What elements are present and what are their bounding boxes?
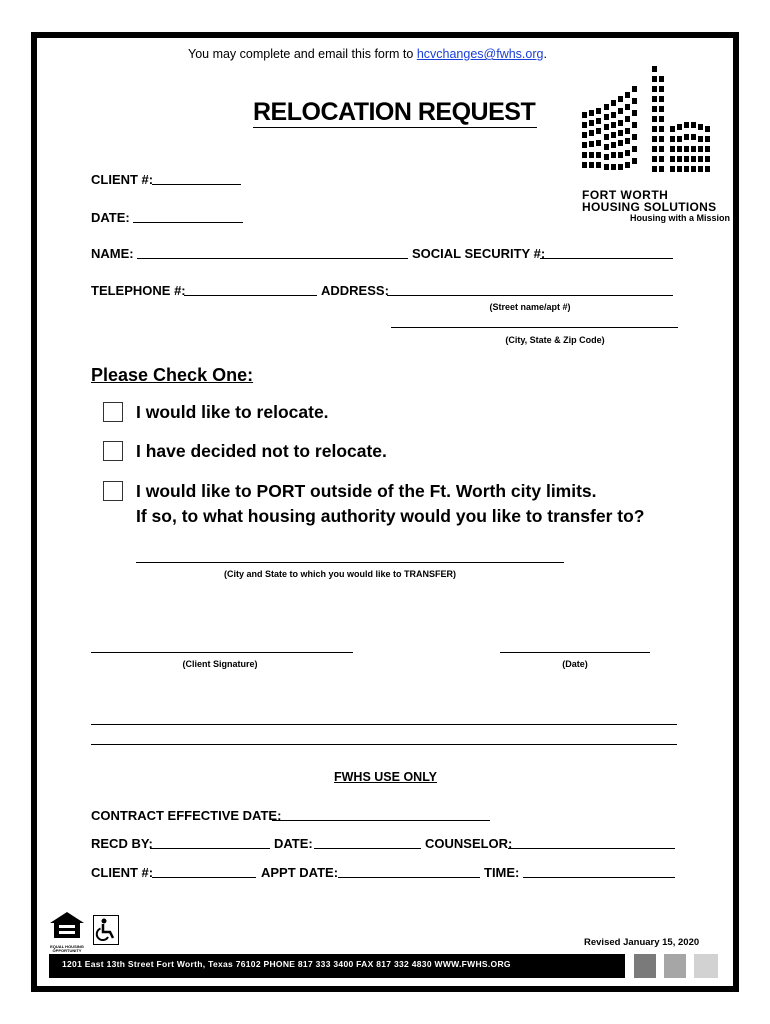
fwhs-logo	[580, 64, 731, 229]
relocate-checkbox[interactable]	[103, 402, 123, 422]
logo-tagline: Housing with a Mission	[630, 213, 731, 223]
footer-square-dark	[634, 954, 656, 978]
client-signature-caption: (Client Signature)	[182, 659, 258, 669]
divider-line-2	[91, 744, 677, 745]
not-relocate-checkbox[interactable]	[103, 441, 123, 461]
footer-square-light	[694, 954, 718, 978]
time-label: TIME:	[484, 865, 520, 880]
date-label: DATE:	[91, 210, 130, 225]
telephone-line[interactable]	[184, 295, 317, 296]
contract-date-line[interactable]	[272, 820, 490, 821]
city-caption: (City, State & Zip Code)	[505, 335, 605, 345]
contract-date-label: CONTRACT EFFECTIVE DATE:	[91, 808, 282, 823]
revised-date: Revised January 15, 2020	[584, 937, 700, 948]
transfer-caption: (City and State to which you would like to TRANSFER)	[223, 569, 456, 579]
check-heading: Please Check One:	[91, 365, 254, 385]
recd-by-label: RECD BY:	[91, 836, 153, 851]
office-date-label: DATE:	[274, 836, 313, 851]
divider-line-1	[91, 724, 677, 725]
logo-line1: FORT WORTH	[582, 188, 669, 202]
option-port: I would like to PORT outside of the Ft. Worth city limits.	[136, 481, 597, 501]
recd-by-line[interactable]	[150, 848, 270, 849]
name-label: NAME:	[91, 246, 134, 261]
signature-date-line[interactable]	[500, 652, 650, 653]
footer-contact: 1201 East 13th Street Fort Worth, Texas 76102 PHONE 817 333 3400 FAX 817 332 4830 WWW.FWHS.ORG	[62, 959, 511, 969]
transfer-line[interactable]	[136, 562, 564, 563]
office-client-line[interactable]	[152, 877, 256, 878]
office-date-line[interactable]	[314, 848, 421, 849]
option-port-question: If so, to what housing authority would you like to transfer to?	[136, 506, 645, 526]
signature-date-caption: (Date)	[562, 659, 588, 669]
port-checkbox[interactable]	[103, 481, 123, 501]
page-title: RELOCATION REQUEST	[253, 98, 536, 126]
title-underline	[253, 127, 537, 128]
ssn-label: SOCIAL SECURITY #:	[412, 246, 546, 261]
address-city-line[interactable]	[391, 327, 678, 328]
date-line[interactable]	[133, 222, 243, 223]
option-not-relocate: I have decided not to relocate.	[136, 441, 387, 461]
address-street-line[interactable]	[387, 295, 673, 296]
telephone-label: TELEPHONE #:	[91, 283, 186, 298]
logo-line2: HOUSING SOLUTIONS	[582, 200, 717, 214]
footer-square-mid	[664, 954, 686, 978]
client-number-label: CLIENT #:	[91, 172, 154, 187]
time-line[interactable]	[523, 877, 675, 878]
building-logo-icon	[580, 64, 720, 189]
accessibility-icon	[93, 915, 119, 945]
email-link[interactable]: hcvchanges@fwhs.org	[416, 47, 544, 61]
client-signature-line[interactable]	[91, 652, 353, 653]
office-client-label: CLIENT #:	[91, 865, 154, 880]
name-line[interactable]	[137, 258, 408, 259]
office-use-heading: FWHS USE ONLY	[334, 770, 438, 784]
equal-housing-icon: EQUAL HOUSING OPPORTUNITY	[48, 910, 86, 948]
street-caption: (Street name/apt #)	[489, 302, 571, 312]
appt-date-line[interactable]	[338, 877, 480, 878]
option-relocate: I would like to relocate.	[136, 402, 329, 422]
ssn-line[interactable]	[540, 258, 673, 259]
intro-text: You may complete and email this form to hcvchanges@fwhs.org.	[188, 47, 547, 61]
counselor-label: COUNSELOR:	[425, 836, 513, 851]
counselor-line[interactable]	[508, 848, 675, 849]
appt-date-label: APPT DATE:	[261, 865, 339, 880]
address-label: ADDRESS:	[321, 283, 389, 298]
client-number-line[interactable]	[152, 184, 241, 185]
